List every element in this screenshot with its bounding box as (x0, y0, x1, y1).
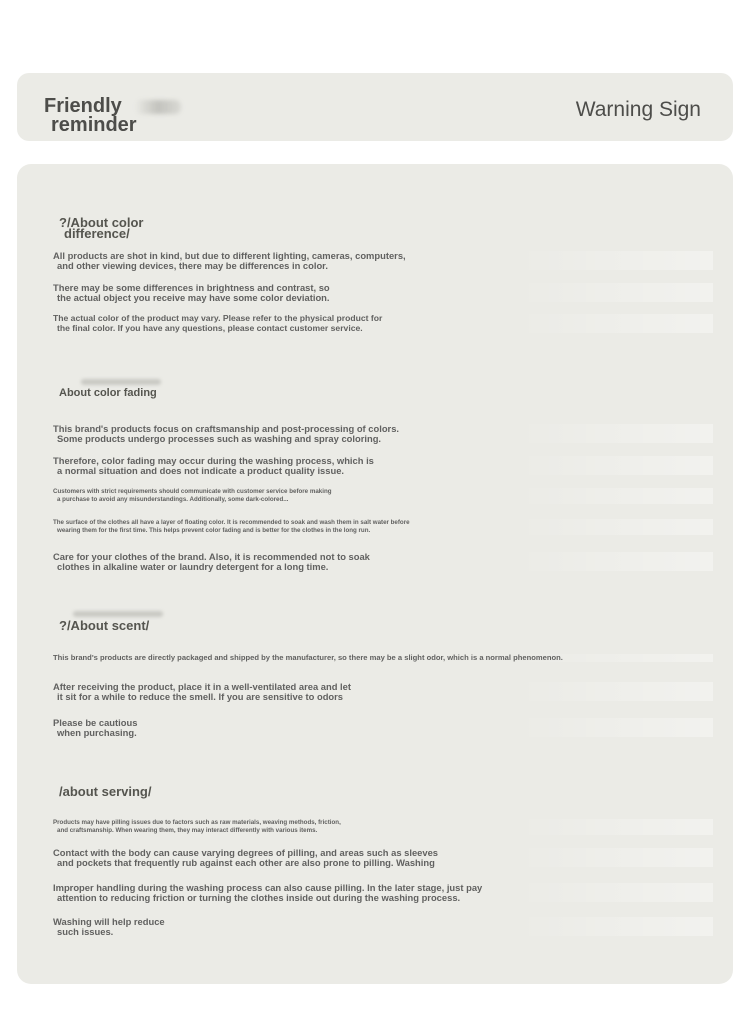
paragraph (53, 424, 713, 443)
paragraph-line2: and other viewing devices, there may be differences in color. (57, 259, 328, 271)
paragraph-line1: Please be cautious (53, 717, 138, 728)
paragraph (53, 883, 713, 902)
paragraph-line1: This brand's products are directly packaged and shipped by the manufacturer, so there may be a slight odor, which is a normal phenomenon. (53, 653, 563, 662)
paragraph-line1: Customers with strict requirements should communicate with customer service before making (53, 488, 332, 495)
paragraph-line1: The actual color of the product may vary. Please refer to the physical product for (53, 313, 383, 323)
paragraph-line2: the final color. If you have any questions, please contact customer service. (57, 322, 363, 333)
paragraph (53, 917, 713, 936)
paragraph (53, 488, 713, 504)
paragraph-line2: and craftsmanship. When wearing them, they may interact differently with various items. (57, 827, 318, 834)
section-scent (53, 611, 713, 737)
paragraph-line1: Care for your clothes of the brand. Also, it is recommended not to soak (53, 551, 370, 562)
paragraph-line2: a normal situation and does not indicate a product quality issue. (57, 464, 345, 476)
paragraph-line2: Some products undergo processes such as washing and spray coloring. (57, 432, 382, 444)
notice-card (17, 164, 733, 984)
paragraph-line2: such issues. (57, 925, 114, 937)
section-title-line2: difference/ (64, 226, 130, 241)
paragraph (53, 654, 713, 662)
section-color-difference (53, 217, 713, 333)
paragraph-line1: There may be some differences in brightness and contrast, so (53, 282, 330, 293)
header-warning-title: Warning Sign (575, 98, 701, 121)
paragraph (53, 314, 713, 333)
paragraph-line2: a purchase to avoid any misunderstandings. Additionally, some dark-colored... (57, 496, 289, 503)
paragraph (53, 819, 713, 835)
section-title: /about serving/ (59, 784, 152, 799)
paragraph-line2: and pockets that frequently rub against each other are also prone to pilling. Washing (57, 856, 435, 868)
paragraph (53, 283, 713, 302)
header-decoration (135, 100, 181, 114)
header-card (17, 73, 733, 141)
section-title: ?/About scent/ (59, 618, 150, 633)
paragraph (53, 251, 713, 270)
paragraph-line1: Products may have pilling issues due to factors such as raw materials, weaving methods, friction, (53, 819, 341, 826)
section-serving (53, 786, 713, 936)
paragraph-line1: Improper handling during the washing process can also cause pilling. In the later stage, just pay (53, 882, 483, 893)
paragraph-line1: After receiving the product, place it in a well-ventilated area and let (53, 681, 351, 692)
paragraph (53, 848, 713, 867)
paragraph-line2: the actual object you receive may have some color deviation. (57, 291, 330, 303)
title-decoration (73, 611, 163, 617)
paragraph-line2: attention to reducing friction or turning the clothes inside out during the washing process. (57, 891, 461, 903)
paragraph (53, 519, 713, 535)
section-title (59, 217, 713, 239)
paragraph-line2: it sit for a while to reduce the smell. If you are sensitive to odors (57, 690, 344, 702)
paragraph (53, 718, 713, 737)
title-decoration (81, 379, 161, 385)
section-title: About color fading (59, 387, 157, 399)
paragraph-line1: All products are shot in kind, but due to different lighting, cameras, computers, (53, 250, 406, 261)
section-color-fading (53, 379, 713, 571)
paragraph-line2: when purchasing. (57, 726, 137, 738)
paragraph-line2: clothes in alkaline water or laundry detergent for a long time. (57, 560, 329, 572)
paragraph-line1: Washing will help reduce (53, 916, 165, 927)
section-title-line1: ?/About color (59, 215, 144, 230)
paragraph-line2: wearing them for the first time. This helps prevent color fading and is better for the clothes in the long run. (57, 527, 371, 534)
paragraph (53, 456, 713, 475)
paragraph (53, 552, 713, 571)
paragraph-line1: Therefore, color fading may occur during the washing process, which is (53, 455, 374, 466)
paragraph-line1: The surface of the clothes all have a layer of floating color. It is recommended to soak and wash them in salt water before (53, 519, 410, 526)
paragraph (53, 682, 713, 701)
header-left-line1: Friendly (44, 95, 122, 117)
paragraph-line1: This brand's products focus on craftsmanship and post-processing of colors. (53, 423, 400, 434)
paragraph-line1: Contact with the body can cause varying degrees of pilling, and areas such as sleeves (53, 847, 439, 858)
header-friendly-reminder (44, 97, 137, 135)
header-left-line2: reminder (51, 114, 137, 136)
